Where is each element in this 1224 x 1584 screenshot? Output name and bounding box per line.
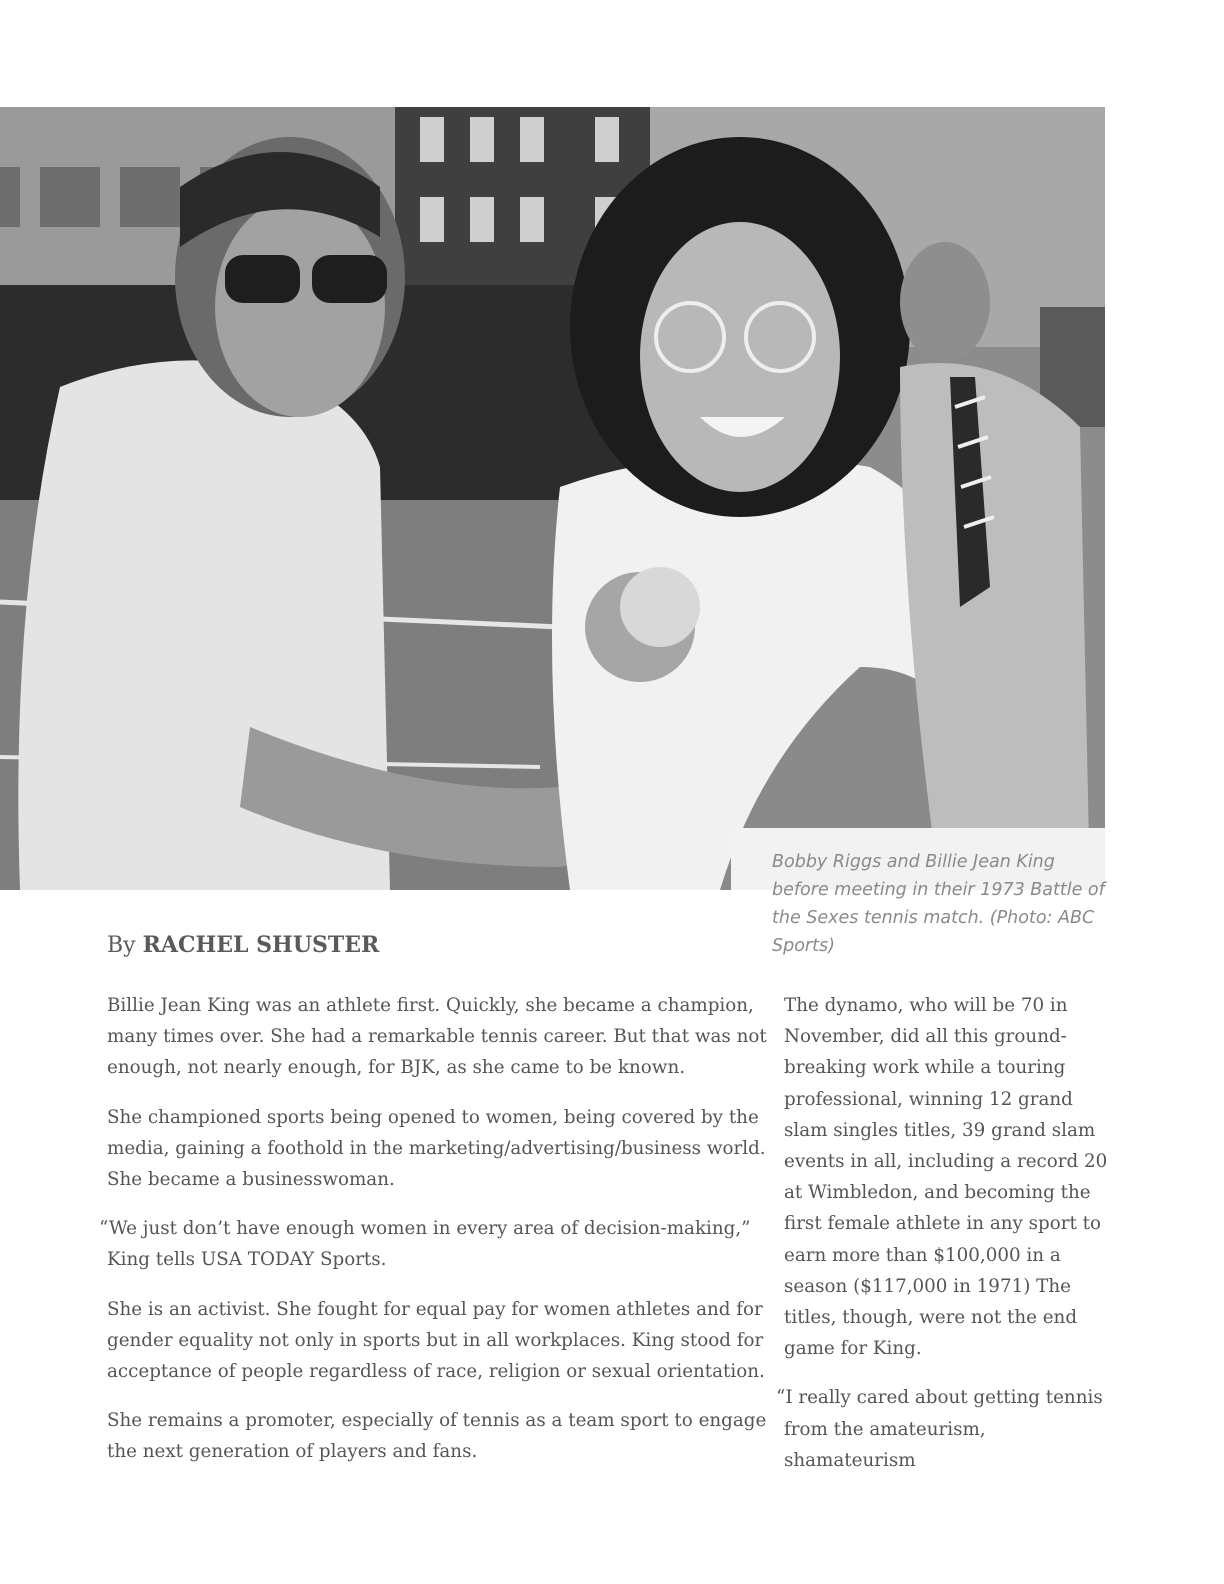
paragraph-quote: “We just don’t have enough women in every area of decision-making,” King tells USA TODAY Sports. [99, 1218, 751, 1271]
article-photo [0, 107, 1105, 890]
paragraph: She is an activist. She fought for equal pay for women athletes and for gender equality not only in sports but in all workplaces. King stood for acceptance of people regardless of race, religion or sexual orientation. [107, 1298, 765, 1383]
photo-caption: Bobby Riggs and Billie Jean King before meeting in their 1973 Battle of the Sexes tennis match. (Photo: ABC Sports) [772, 852, 1105, 956]
article-column-left [99, 990, 777, 1486]
paragraph-quote: “I really cared about getting tennis from the amateurism, shamateurism [776, 1387, 1103, 1471]
paragraph: Billie Jean King was an athlete first. Quickly, she became a champion, many times over. She had a remarkable tennis career. But that was not enough, not nearly enough, for BJK, as she came to be known. [107, 995, 767, 1079]
paragraph: The dynamo, who will be 70 in November, did all this ground-breaking work while a touring professional, winning 12 grand slam singles titles, 39 grand slam events in all, including a record 20 at Wimbledon, and becoming the first female athlete in any sport to earn more than $100,000 in a season ($117,000 in 1971) The titles, though, were not the end game for King. [784, 995, 1108, 1360]
photo-illustration [0, 107, 1105, 890]
byline-author: RACHEL SHUSTER [142, 932, 380, 958]
article-column-right [776, 990, 1109, 1494]
byline [107, 929, 379, 962]
byline-prefix: By [107, 933, 136, 958]
paragraph: She remains a promoter, especially of tennis as a team sport to engage the next generation of players and fans. [107, 1410, 767, 1463]
paragraph: She championed sports being opened to women, being covered by the media, gaining a foothold in the marketing/advertising/business world. She became a businesswoman. [107, 1106, 766, 1191]
